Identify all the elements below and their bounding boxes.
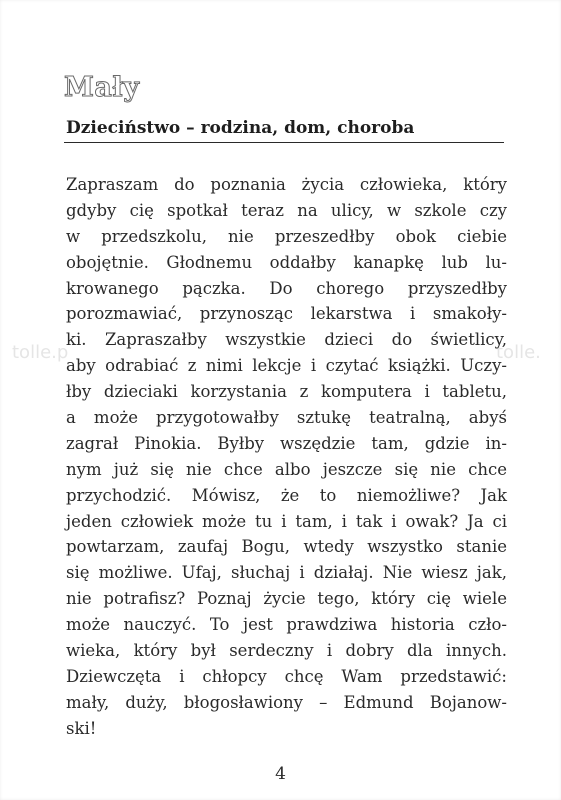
section-heading: Dzieciństwo – rodzina, dom, choroba [66,118,415,138]
body-line: przychodzić. Mówisz, że to niemożliwe? Jak [66,485,507,505]
body-line: nym już się nie chce albo jeszcze się nie chce [66,459,507,479]
body-paragraph [66,172,507,742]
watermark-left: tolle.p [12,342,69,363]
body-line: powtarzam, zaufaj Bogu, wtedy wszystko stanie [66,537,507,557]
body-line: nie potrafisz? Poznaj życie tego, który cię wiele [66,589,507,609]
body-line: w przedszkolu, nie przeszedłby obok ciebie [66,226,507,246]
body-line: może nauczyć. To jest prawdziwa historia czło- [66,615,507,635]
body-line: wieka, który był serdeczny i dobry dla innych. [66,641,507,661]
body-line: Zapraszam do poznania życia człowieka, który [66,175,507,194]
chapter-title: Mały [64,72,140,103]
body-line: jeden człowiek może tu i tam, i tak i owak? Ja ci [66,511,507,531]
body-line: się możliwe. Ufaj, słuchaj i działaj. Nie wiesz jak, [66,563,507,583]
body-line: ski! [66,718,97,738]
body-line: łby dzieciaki korzystania z komputera i tabletu, [66,382,507,402]
body-line: obojętnie. Głodnemu oddałby kanapkę lub lu- [66,252,507,272]
body-line: ki. Zapraszałby wszystkie dzieci do świetlicy, [66,330,507,350]
body-line: gdyby cię spotkał teraz na ulicy, w szkole czy [66,200,507,220]
body-line: aby odrabiać z nimi lekcje i czytać książki. Uczy- [66,356,507,376]
body-line: krowanego pączka. Do chorego przyszedłby [66,278,507,298]
heading-underline [64,142,504,143]
body-line: mały, duży, błogosławiony – Edmund Bojanow- [66,692,507,712]
body-line: Dziewczęta i chłopcy chcę Wam przedstawić: [66,666,507,686]
body-line: zagrał Pinokia. Byłby wszędzie tam, gdzie in- [66,433,507,453]
watermark-right: tolle. [496,342,541,363]
body-line: a może przygotowałby sztukę teatralną, abyś [66,408,507,428]
page-number: 4 [275,764,286,784]
body-line: porozmawiać, przynosząc lekarstwa i smakoły- [66,304,507,324]
